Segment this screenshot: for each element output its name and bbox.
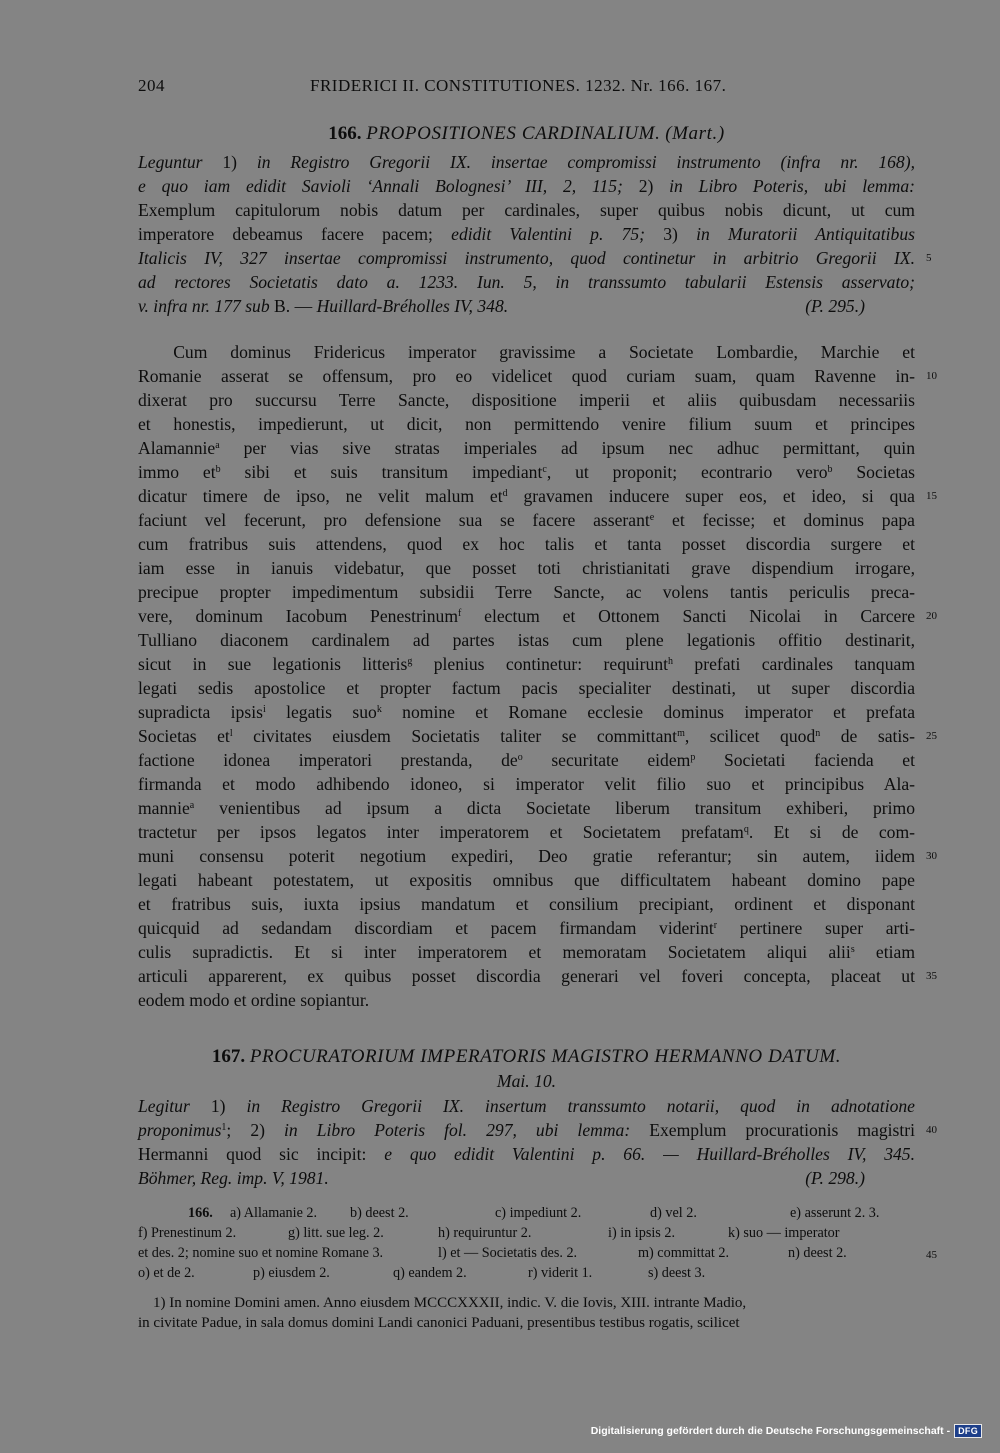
text-run: gravamen inducere super eos, et ideo, si qua xyxy=(507,486,915,506)
text-run: firmanda et modo adhibendo idoneo, si imperator velit filio suo et principibus Ala- xyxy=(138,774,915,794)
text-run: pertinere super arti- xyxy=(717,918,916,938)
text-run: etiam xyxy=(854,942,916,962)
text-run: B. — xyxy=(274,296,317,316)
text-run: dicatur timere de ipso, ne velit malum et xyxy=(138,486,503,506)
body-line xyxy=(138,820,915,844)
apparatus-marker: i xyxy=(262,704,266,715)
apparatus-entry: m) committat 2. xyxy=(638,1245,730,1261)
text-run: in Libro Poteris fol. 297, ubi lemma: xyxy=(284,1120,650,1140)
text-run: 3) xyxy=(663,224,697,244)
text-run: Leguntur xyxy=(138,152,223,172)
text-run: nomine et Romane ecclesie dominus imperator et prefata xyxy=(381,702,915,722)
text-run: factione idonea imperatori prestanda, de xyxy=(138,750,518,770)
regesta-reference: (P. 295.) xyxy=(805,296,865,316)
body-line xyxy=(138,460,915,484)
text-run: cum fratribus suis attendens, quod ex hoc talis et tanta posset discordia surgere et xyxy=(138,534,915,554)
text-run: in Muratorii Antiquitatibus xyxy=(696,224,915,244)
body-line xyxy=(138,388,915,412)
text-run: Huillard-Bréholles IV, 348. xyxy=(316,296,509,316)
footnote-line: in civitate Padue, in sala domus domini Landi canonici Paduani, presentibus testibus rogatis, scilicet xyxy=(138,1315,740,1331)
apparatus-row xyxy=(138,1243,915,1263)
text-run: edidit Valentini p. 75; xyxy=(451,224,664,244)
doc166-intro-line xyxy=(138,150,915,174)
apparatus-entry: h) requiruntur 2. xyxy=(438,1225,532,1241)
apparatus-marker: a xyxy=(215,440,220,451)
body-line xyxy=(138,916,915,940)
doc166-intro-line xyxy=(138,294,915,318)
apparatus-entry: q) eandem 2. xyxy=(393,1265,467,1281)
margin-line-number: 5 xyxy=(926,252,932,264)
text-run: Exemplum capitulorum nobis datum per cardinales, super quibus nobis dicunt, ut cum xyxy=(138,200,915,220)
body-line xyxy=(138,676,915,700)
text-run: legati sedis apostolice et propter factum pacis specialiter destinati, ut super discordia xyxy=(138,678,915,698)
footer-text: Digitalisierung gefördert durch die Deutsche Forschungsgemeinschaft - xyxy=(590,1425,951,1437)
doc167-title: PROCURATORIUM IMPERATORIS MAGISTRO HERMANNO DATUM. xyxy=(249,1046,842,1067)
apparatus-entry: c) impediunt 2. xyxy=(495,1205,582,1221)
text-run: in Registro Gregorii IX. insertae compromissi instrumento (infra nr. 168), xyxy=(256,152,915,172)
text-run: culis supradictis. Et si inter imperatorem et memoratam Societatem aliqui alii xyxy=(138,942,851,962)
text-run: et fecisse; et dominus papa xyxy=(654,510,915,530)
apparatus-marker: a xyxy=(189,800,195,811)
margin-line-number: 20 xyxy=(926,610,937,622)
body-line xyxy=(138,652,915,676)
text-run: legatis suo xyxy=(265,702,377,722)
apparatus-entry: l) et — Societatis des. 2. xyxy=(438,1245,578,1261)
text-run: imperatore debeamus facere pacem; xyxy=(138,224,452,244)
text-run: mannie xyxy=(138,798,190,818)
text-run: vere, dominum Iacobum Penestrinum xyxy=(138,606,459,626)
text-run: Romanie asserat se offensum, pro eo videlicet quod curiam suam, quam Ravenne in- xyxy=(138,366,915,386)
apparatus-marker: o xyxy=(517,752,523,763)
text-run: ; 2) xyxy=(226,1120,285,1140)
text-run: eodem modo et ordine sopiantur. xyxy=(138,990,370,1010)
doc167-intro-line xyxy=(138,1094,915,1118)
body-line xyxy=(138,436,915,460)
apparatus-entry: f) Prenestinum 2. xyxy=(138,1225,237,1241)
body-line xyxy=(138,628,915,652)
body-line xyxy=(138,484,915,508)
apparatus-marker: b xyxy=(215,464,221,475)
text-run: v. infra nr. 177 sub xyxy=(138,296,275,316)
text-run: plenius continetur: requirunt xyxy=(412,654,669,674)
margin-line-number: 30 xyxy=(926,850,937,862)
doc166-intro-line xyxy=(138,270,915,294)
text-run: sibi et suis transitum impediant xyxy=(220,462,543,482)
apparatus-marker: r xyxy=(713,920,718,931)
text-run: per vias sive stratas imperiales ad ipsum nec adhuc permittant, quin xyxy=(219,438,915,458)
body-line xyxy=(138,700,915,724)
doc166-intro-line xyxy=(138,198,915,222)
margin-line-number: 25 xyxy=(926,730,937,742)
apparatus-marker: s xyxy=(850,944,855,955)
text-run: Societas et xyxy=(138,726,230,746)
apparatus-row xyxy=(138,1203,915,1223)
doc166-number: 166. xyxy=(328,123,362,144)
apparatus-entry: b) deest 2. xyxy=(350,1205,409,1221)
text-run: 2) xyxy=(638,176,670,196)
running-header xyxy=(138,76,918,98)
body-line xyxy=(138,892,915,916)
text-run: Alamannie xyxy=(138,438,216,458)
text-run: e quo iam edidit Savioli ‘Annali Bolognesi’ III, 2, 115; xyxy=(138,176,639,196)
text-run: Böhmer, Reg. imp. V, 1981. xyxy=(138,1168,329,1188)
apparatus-entry: i) in ipsis 2. xyxy=(608,1225,676,1241)
body-line xyxy=(138,988,915,1012)
apparatus-marker: l xyxy=(229,728,233,739)
apparatus-marker: b xyxy=(827,464,833,475)
text-run: muni consensu poterit negotium expediri, Deo gratie referantur; sin autem, iidem xyxy=(138,846,915,866)
text-run: Legitur xyxy=(138,1096,211,1116)
apparatus-entry: d) vel 2. xyxy=(650,1205,697,1221)
apparatus-entry: et des. 2; nomine suo et nomine Romane 3. xyxy=(138,1245,384,1261)
apparatus-marker: h xyxy=(668,656,674,667)
text-run: quicquid ad sedandam discordiam et pacem firmandam viderint xyxy=(138,918,714,938)
text-run: Cum dominus Fridericus imperator gravissime a Societate Lombardie, Marchie et xyxy=(138,342,915,362)
body-line xyxy=(138,340,915,364)
margin-line-number: 40 xyxy=(926,1124,937,1136)
text-run: Societati facienda et xyxy=(695,750,916,770)
apparatus-marker: d xyxy=(502,488,508,499)
text-run: Exemplum procurationis magistri xyxy=(649,1120,915,1140)
text-run: civitates eiusdem Societatis taliter se committant xyxy=(232,726,678,746)
doc167-date: Mai. 10. xyxy=(496,1071,557,1091)
margin-line-number: 10 xyxy=(926,370,937,382)
text-run: immo et xyxy=(138,462,216,482)
apparatus-marker: f xyxy=(458,608,462,619)
apparatus-entry: n) deest 2. xyxy=(788,1245,847,1261)
apparatus-marker: c xyxy=(542,464,547,475)
text-run: , scilicet quod xyxy=(684,726,816,746)
doc166-intro-line xyxy=(138,174,915,198)
body-line xyxy=(138,604,915,628)
body-line xyxy=(138,796,915,820)
apparatus-entry: e) asserunt 2. 3. xyxy=(790,1205,880,1221)
doc166-intro-line xyxy=(138,246,915,270)
text-run: electum et Ottonem Sancti Nicolai in Carcere xyxy=(461,606,916,626)
text-run: proponimus xyxy=(138,1120,222,1140)
text-run: ad rectores Societatis dato a. 1233. Iun. 5, in transsumto tabularii Estensis asservato; xyxy=(138,272,915,292)
text-run: Hermanni quod sic incipit: xyxy=(138,1144,385,1164)
text-run: securitate eidem xyxy=(522,750,691,770)
apparatus-entry: k) suo — imperator xyxy=(728,1225,840,1241)
text-run: tractetur per ipsos legatos inter imperatorem et Societatem prefatam xyxy=(138,822,744,842)
body-line xyxy=(138,844,915,868)
apparatus-marker: q xyxy=(743,824,749,835)
text-run: venientibus ad ipsum a dicta Societate liberum transitum exhiberi, primo xyxy=(194,798,915,818)
text-run: 1) xyxy=(210,1096,247,1116)
body-line xyxy=(138,508,915,532)
body-line xyxy=(138,964,915,988)
running-title: FRIDERICI II. CONSTITUTIONES. 1232. Nr. 166. 167. xyxy=(310,76,727,95)
apparatus-label: 166. xyxy=(188,1205,213,1221)
text-run: Italicis IV, 327 insertae compromissi instrumento, quod continetur in arbitrio Gregorii IX. xyxy=(138,248,915,268)
text-run: iam esse in ianuis videbatur, que posset toti christianitati grave dispendium irrogare, xyxy=(138,558,915,578)
text-run: de satis- xyxy=(820,726,915,746)
doc167-intro-line xyxy=(138,1166,915,1190)
doc167-intro-line xyxy=(138,1118,915,1142)
footnote-line: 1) In nomine Domini amen. Anno eiusdem MCCCXXXII, indic. V. die Iovis, XIII. intrante Madio, xyxy=(138,1295,747,1311)
body-line xyxy=(138,940,915,964)
doc166-date: (Mart.) xyxy=(665,123,725,144)
text-run: , ut proponit; econtrario vero xyxy=(546,462,828,482)
apparatus-marker: k xyxy=(376,704,382,715)
page-number: 204 xyxy=(138,76,165,95)
doc167-number: 167. xyxy=(211,1046,246,1067)
apparatus-marker: p xyxy=(690,752,696,763)
apparatus-row xyxy=(138,1223,915,1243)
text-run: Societas xyxy=(832,462,916,482)
apparatus-entry: o) et de 2. xyxy=(138,1265,195,1281)
doc166-intro-line xyxy=(138,222,915,246)
margin-line-number: 35 xyxy=(926,970,937,982)
margin-line-number: 45 xyxy=(926,1249,937,1261)
dfg-logo: DFG xyxy=(954,1424,982,1438)
apparatus-marker: e xyxy=(649,512,655,523)
body-line xyxy=(138,580,915,604)
apparatus-marker: m xyxy=(677,728,685,739)
text-run: precipue propter impedimentum subsidii Terre Sancte, ac volens tantis periculis preca- xyxy=(138,582,915,602)
footnote-marker: 1 xyxy=(221,1122,227,1133)
body-line xyxy=(138,748,915,772)
body-line xyxy=(138,868,915,892)
text-run: supradicta ipsis xyxy=(138,702,263,722)
text-run: e quo edidit Valentini p. 66. — Huillard-Bréholles IV, 345. xyxy=(384,1144,915,1164)
text-run: et honestis, impedierunt, ut dicit, non permittendo venire filium suum et principes xyxy=(138,414,915,434)
apparatus-entry: g) litt. sue leg. 2. xyxy=(288,1225,384,1241)
body-line xyxy=(138,772,915,796)
apparatus-entry: p) eiusdem 2. xyxy=(253,1265,330,1281)
doc166-title: PROPOSITIONES CARDINALIUM. xyxy=(366,123,661,144)
apparatus-marker: n xyxy=(815,728,821,739)
body-line xyxy=(138,532,915,556)
body-line xyxy=(138,724,915,748)
doc167-intro-line xyxy=(138,1142,915,1166)
body-line xyxy=(138,364,915,388)
margin-line-number: 15 xyxy=(926,490,937,502)
body-line xyxy=(138,556,915,580)
apparatus-marker: g xyxy=(407,656,413,667)
text-run: in Registro Gregorii IX. insertum transsumto notarii, quod in adnotatione xyxy=(246,1096,915,1116)
body-line xyxy=(138,412,915,436)
apparatus-entry: a) Allamanie 2. xyxy=(230,1205,318,1221)
text-run: legati habeant potestatem, ut expositis omnibus que difficultatem habeant domino pape xyxy=(138,870,915,890)
text-run: articuli apparerent, ex quibus posset discordia generari vel foveri concepta, placeat ut xyxy=(138,966,915,986)
text-run: 1) xyxy=(222,152,257,172)
text-run: sicut in sue legationis litteris xyxy=(138,654,408,674)
digitization-footer xyxy=(591,1424,982,1438)
text-run: . Et si de com- xyxy=(748,822,915,842)
regesta-reference: (P. 298.) xyxy=(805,1168,865,1188)
apparatus-entry: s) deest 3. xyxy=(648,1265,706,1281)
text-run: prefati cardinales tanquam xyxy=(673,654,916,674)
text-run: dixerat pro succursu Terre Sancte, dispositione imperii et aliis quibusdam necessariis xyxy=(138,390,915,410)
text-run: Tulliano diaconem cardinalem ad partes istas cum plene legationis offitio destinarit, xyxy=(138,630,915,650)
apparatus-entry: r) viderit 1. xyxy=(528,1265,593,1281)
text-run: faciunt vel fecerunt, pro defensione sua se facere asserant xyxy=(138,510,650,530)
text-run: in Libro Poteris, ubi lemma: xyxy=(669,176,915,196)
apparatus-row xyxy=(138,1263,915,1283)
text-run: et fratribus suis, iuxta ipsius mandatum et consilium precipiant, ordinent et disponant xyxy=(138,894,915,914)
